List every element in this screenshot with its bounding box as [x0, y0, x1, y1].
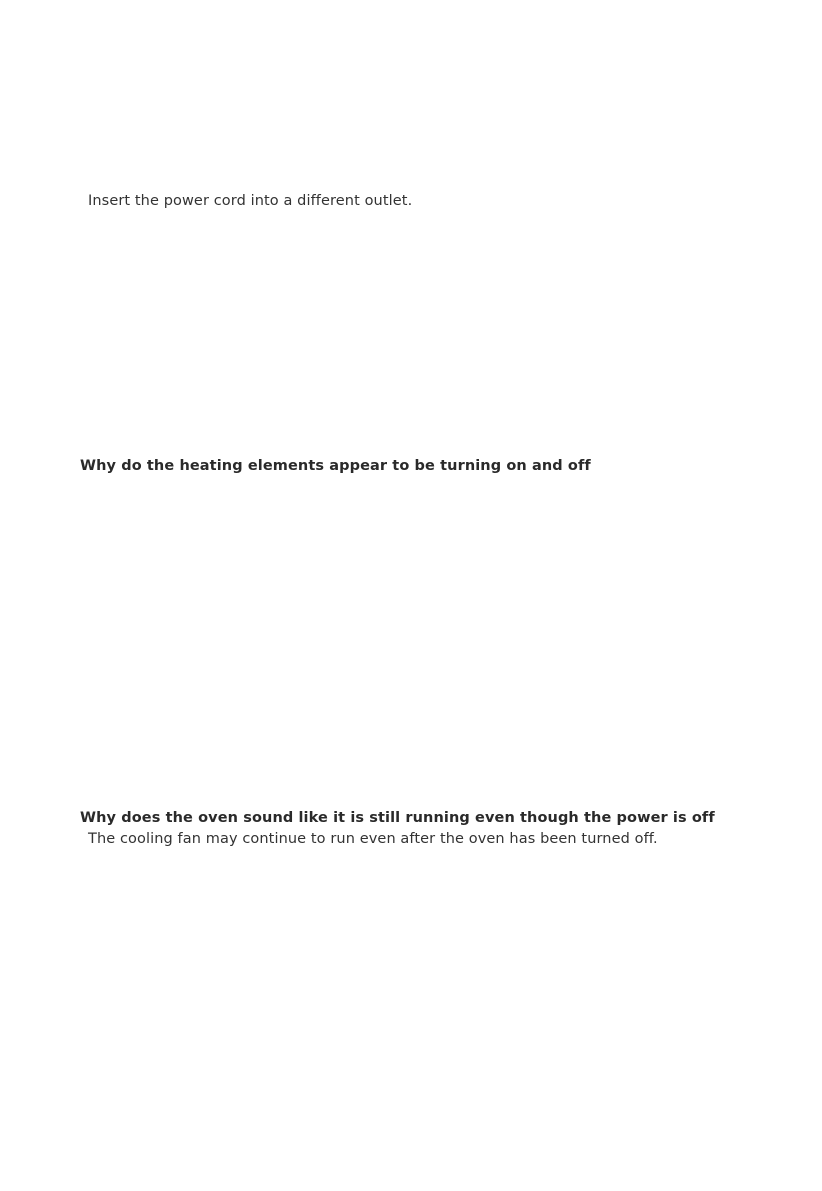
faq-answer-outlet: Insert the power cord into a different outlet. [88, 193, 413, 209]
faq-question-oven-sound: Why does the oven sound like it is still running even though the power is off [80, 810, 715, 826]
faq-question-heating-elements: Why do the heating elements appear to be turning on and off [80, 458, 591, 474]
faq-answer-cooling-fan: The cooling fan may continue to run even after the oven has been turned off. [88, 831, 658, 847]
